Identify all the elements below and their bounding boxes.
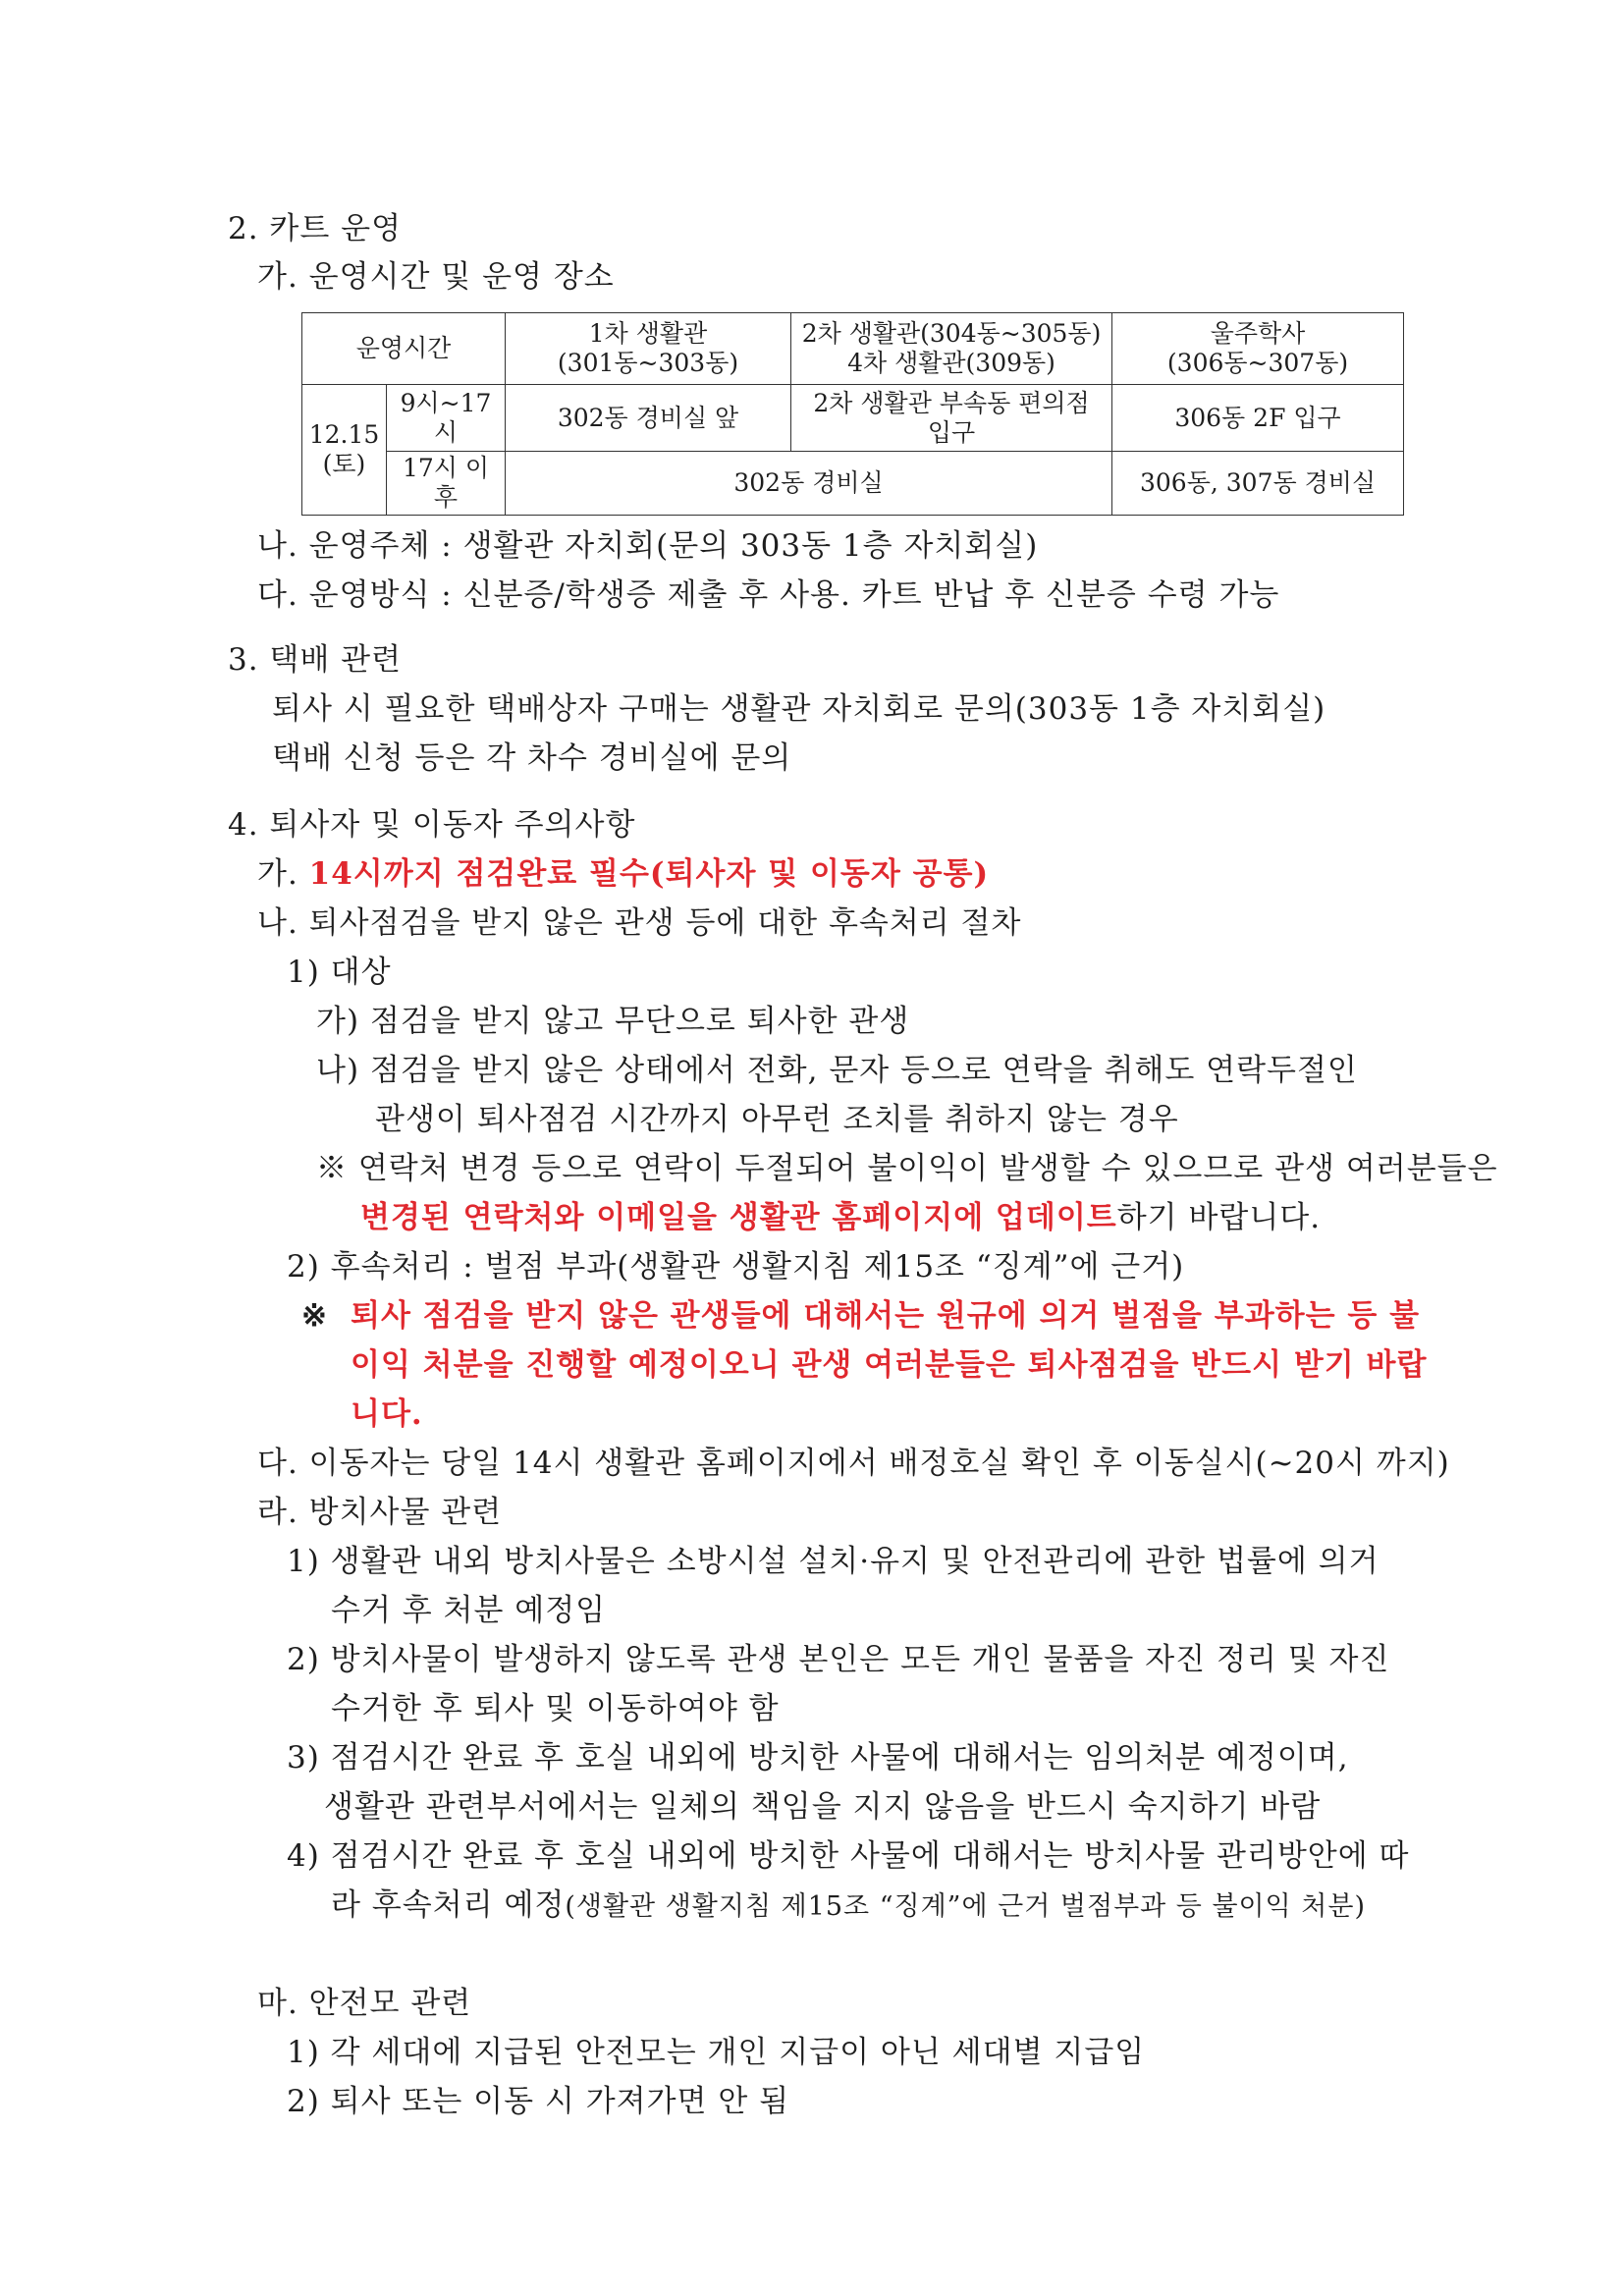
header-dorm-1: 1차 생활관 (301동~303동) <box>506 313 791 385</box>
abandoned-item-1: 1) 생활관 내외 방치사물은 소방시설 설치·유지 및 안전관리에 관한 법률에 의거 <box>287 1544 1380 1579</box>
section-3-title: 3. 택배 관련 <box>228 642 403 678</box>
table-row <box>302 385 1404 452</box>
location-cell: 306동 2F 입구 <box>1112 385 1404 452</box>
header-time: 운영시간 <box>302 313 506 385</box>
section-4-title: 4. 퇴사자 및 이동자 주의사항 <box>228 807 636 843</box>
location-cell: 302동 경비실 앞 <box>506 385 791 452</box>
contact-note-cont: 변경된 연락처와 이메일을 생활관 홈페이지에 업데이트하기 바랍니다. <box>360 1200 1322 1235</box>
abandoned-item-4-cont: 라 후속처리 예정(생활관 생활지침 제15조 “징계”에 근거 벌점부과 등 불이익 처분) <box>331 1887 1367 1923</box>
abandoned-item-2-cont: 수거한 후 퇴사 및 이동하여야 함 <box>331 1691 780 1726</box>
table-row <box>302 452 1404 516</box>
target-heading: 1) 대상 <box>287 955 392 990</box>
helmet-item-1: 1) 각 세대에 지급된 안전모는 개인 지급이 아닌 세대별 지급임 <box>287 2035 1146 2070</box>
date-cell: 12.15 (토) <box>302 385 387 516</box>
section-4-ga: 가. 14시까지 점검완료 필수(퇴사자 및 이동자 공통) <box>257 856 990 892</box>
section-4-ma: 마. 안전모 관련 <box>257 1986 472 2021</box>
section-4-na: 나. 퇴사점검을 받지 않은 관생 등에 대한 후속처리 절차 <box>257 905 1022 941</box>
section-3-line-1: 퇴사 시 필요한 택배상자 구매는 생활관 자치회로 문의(303동 1층 자치회실) <box>272 691 1326 727</box>
abandoned-item-1-cont: 수거 후 처분 예정임 <box>331 1593 607 1628</box>
target-item-na: 나) 점검을 받지 않은 상태에서 전화, 문자 등으로 연락을 취해도 연락두절인 <box>316 1053 1358 1088</box>
section-2-da: 다. 운영방식 : 신분증/학생증 제출 후 사용. 카트 반납 후 신분증 수령 가능 <box>257 577 1280 613</box>
time-cell: 9시~17시 <box>387 385 506 452</box>
location-cell: 2차 생활관 부속동 편의점 입구 <box>791 385 1112 452</box>
section-4-ra: 라. 방치사물 관련 <box>257 1495 503 1530</box>
table-header-row <box>302 313 1404 385</box>
section-3-line-2: 택배 신청 등은 각 차수 경비실에 문의 <box>272 740 792 776</box>
contact-note: ※ 연락처 변경 등으로 연락이 두절되어 불이익이 발생할 수 있으므로 관생 여러분들은 <box>316 1151 1498 1186</box>
section-2-na: 나. 운영주체 : 생활관 자치회(문의 303동 1층 자치회실) <box>257 528 1039 564</box>
penalty-note-line-1: 퇴사 점검을 받지 않은 관생들에 대해서는 원규에 의거 벌점을 부과하는 등 불 <box>351 1298 1421 1334</box>
target-item-na-cont: 관생이 퇴사점검 시간까지 아무런 조치를 취하지 않는 경우 <box>375 1102 1179 1137</box>
abandoned-item-3-cont: 생활관 관련부서에서는 일체의 책임을 지지 않음을 반드시 숙지하기 바람 <box>324 1789 1322 1825</box>
time-cell: 17시 이후 <box>387 452 506 516</box>
section-4-da: 다. 이동자는 당일 14시 생활관 홈페이지에서 배정호실 확인 후 이동실시(~20시 까지) <box>257 1446 1450 1481</box>
helmet-item-2: 2) 퇴사 또는 이동 시 가져가면 안 됨 <box>287 2084 790 2119</box>
cart-schedule-table <box>301 312 1404 516</box>
section-2-ga-heading: 가. 운영시간 및 운영 장소 <box>257 259 615 295</box>
target-item-ga: 가) 점검을 받지 않고 무단으로 퇴사한 관생 <box>316 1004 910 1039</box>
abandoned-item-2: 2) 방치사물이 발생하지 않도록 관생 본인은 모든 개인 물품을 자진 정리 및 자진 <box>287 1642 1390 1677</box>
abandoned-item-3: 3) 점검시간 완료 후 호실 내외에 방치한 사물에 대해서는 임의처분 예정이며, <box>287 1740 1349 1776</box>
penalty-note-line-3: 니다. <box>351 1396 423 1432</box>
penalty-note-line-2: 이익 처분을 진행할 예정이오니 관생 여러분들은 퇴사점검을 반드시 받기 바랍 <box>351 1347 1428 1383</box>
abandoned-item-4: 4) 점검시간 완료 후 호실 내외에 방치한 사물에 대해서는 방치사물 관리방안에 따 <box>287 1838 1410 1874</box>
header-dorm-2-4: 2차 생활관(304동~305동) 4차 생활관(309동) <box>791 313 1112 385</box>
location-cell: 302동 경비실 <box>506 452 1112 516</box>
section-2-title: 2. 카트 운영 <box>228 211 403 246</box>
followup-heading: 2) 후속처리 : 벌점 부과(생활관 생활지침 제15조 “징계”에 근거) <box>287 1249 1185 1285</box>
header-ulju: 울주학사 (306동~307동) <box>1112 313 1404 385</box>
penalty-note-mark: ※ <box>301 1298 328 1334</box>
location-cell: 306동, 307동 경비실 <box>1112 452 1404 516</box>
